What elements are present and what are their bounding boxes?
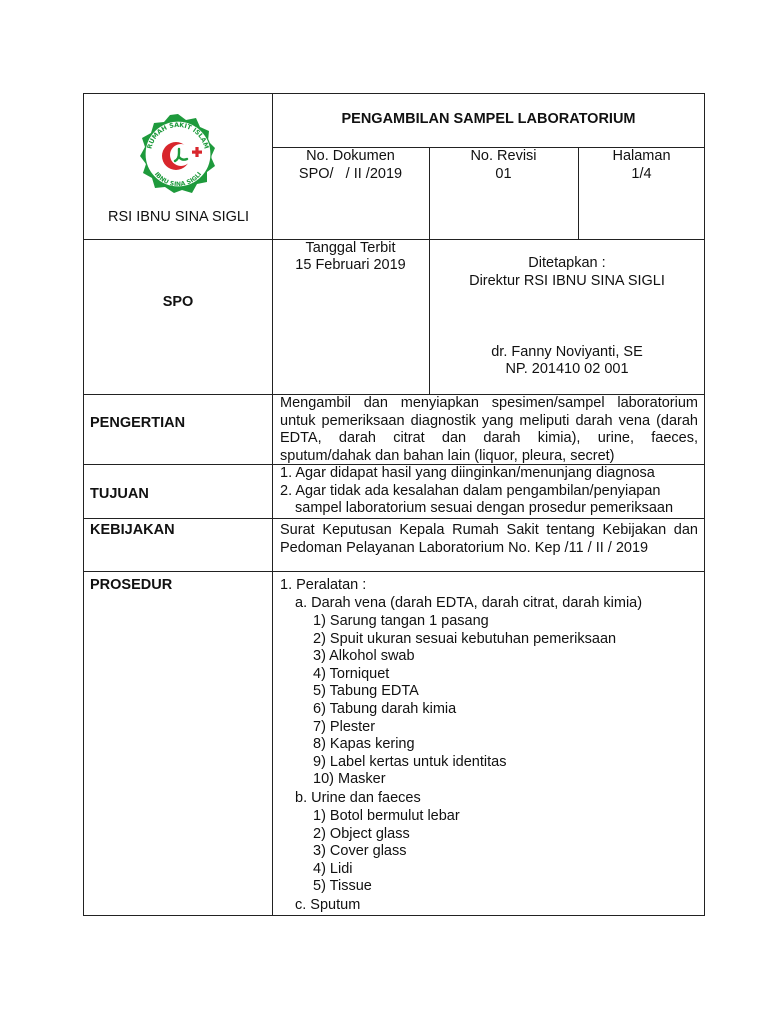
established-by: Direktur RSI IBNU SINA SIGLI — [469, 273, 665, 289]
row-divider — [84, 518, 705, 519]
page-value: 1/4 — [631, 166, 652, 182]
list-item: 4) Lidi — [313, 860, 353, 877]
logo-ring-text-top: RUMAH SAKIT ISLAM — [145, 120, 211, 150]
list-item: 9) Label kertas untuk identitas — [313, 753, 507, 770]
row-divider — [84, 571, 705, 572]
list-item: 2) Object glass — [313, 825, 410, 842]
logo-ring-text-bottom: IBNU SINA SIGLI — [152, 170, 204, 189]
issue-date-value: 15 Februari 2019 — [295, 257, 406, 273]
kebijakan-text: Surat Keputusan Kepala Rumah Sakit tentang Kebijakan dan Pedoman Pelayanan Laboratorium No. Kep /11 / II / 2019 — [280, 522, 698, 556]
list-item: 1) Sarung tangan 1 pasang — [313, 613, 489, 629]
established-label: Ditetapkan : — [528, 255, 606, 271]
list-item: 1) Botol bermulut lebar — [313, 808, 460, 824]
kebijakan-label: KEBIJAKAN — [90, 522, 175, 538]
tujuan-item-1: 1. Agar didapat hasil yang diinginkan/menunjang diagnosa — [280, 465, 655, 481]
doc-no-value: SPO/ / II /2019 — [298, 166, 403, 182]
pengertian-text: Mengambil dan menyiapkan spesimen/sampel laboratorium untuk pemeriksaan diagnostik yang meliputi darah vena (darah EDTA, darah citrat dan darah kimia), urine, faeces, sputum/dahak dan bahan lain (liquor, pleura, secret) — [280, 395, 698, 464]
doc-no-label: No. Dokumen — [306, 148, 395, 164]
hospital-logo — [137, 113, 219, 195]
tujuan-item-2: 2. Agar tidak ada kesalahan dalam pengambilan/penyiapan — [280, 483, 661, 499]
tujuan-label: TUJUAN — [90, 486, 149, 502]
document-title: PENGAMBILAN SAMPEL LABORATORIUM — [341, 111, 636, 127]
issue-date-label: Tanggal Terbit — [305, 240, 396, 256]
hospital-name: RSI IBNU SINA SIGLI — [108, 209, 250, 225]
signer-np: NP. 201410 02 001 — [505, 361, 629, 377]
tujuan-item-2-continued: sampel laboratorium sesuai dengan prosedur pemeriksaan — [295, 500, 674, 516]
signer-name: dr. Fanny Noviyanti, SE — [491, 344, 643, 360]
revision-value: 01 — [495, 166, 512, 182]
prosedur-b-list — [313, 808, 460, 896]
list-item: 5) Tabung EDTA — [313, 683, 419, 700]
prosedur-a-list — [313, 613, 616, 789]
list-item: 6) Tabung darah kimia — [313, 700, 457, 717]
spo-label: SPO — [162, 294, 194, 310]
prosedur-label: PROSEDUR — [90, 577, 173, 593]
list-item: 5) Tissue — [313, 878, 372, 895]
list-item: 3) Cover glass — [313, 843, 407, 860]
revision-label: No. Revisi — [470, 148, 537, 164]
column-divider — [272, 94, 273, 916]
list-item: 3) Alkohol swab — [313, 648, 415, 665]
list-item: 8) Kapas kering — [313, 736, 415, 753]
prosedur-a-title: a. Darah vena (darah EDTA, darah citrat, darah kimia) — [295, 595, 643, 611]
prosedur-heading: 1. Peralatan : — [280, 577, 367, 593]
list-item: 7) Plester — [313, 718, 376, 735]
list-item: 4) Torniquet — [313, 665, 390, 682]
prosedur-b-title: b. Urine dan faeces — [295, 790, 421, 806]
prosedur-c-title: c. Sputum — [295, 897, 361, 913]
list-item: 10) Masker — [313, 771, 386, 788]
spo-document-table — [83, 93, 705, 916]
pengertian-label: PENGERTIAN — [90, 415, 186, 431]
page-label: Halaman — [612, 148, 671, 164]
list-item: 2) Spuit ukuran sesuai kebutuhan pemeriksaan — [313, 630, 617, 647]
